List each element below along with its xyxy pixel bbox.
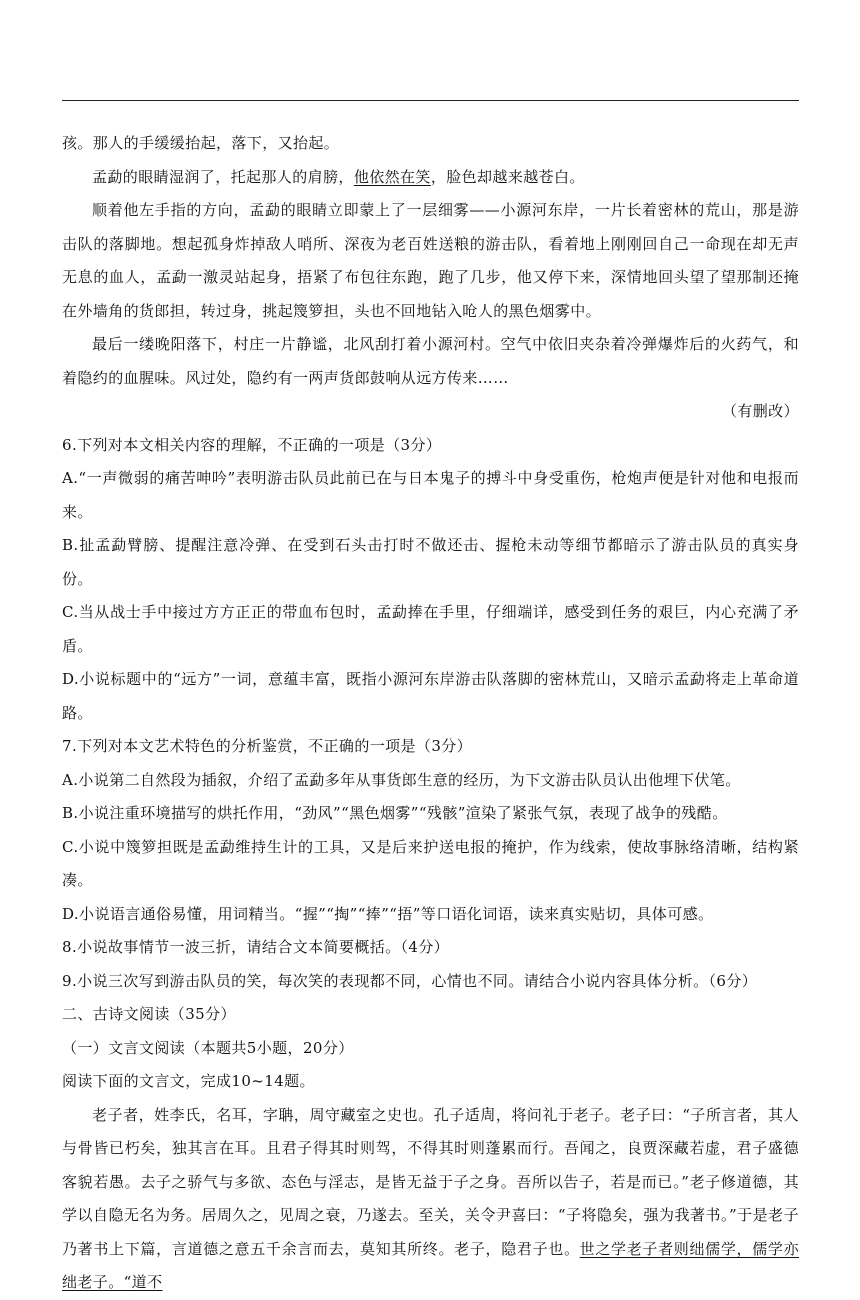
- underlined-phrase: 他依然在笑: [353, 167, 431, 186]
- story-paragraph-4: 最后一缕晚阳落下，村庄一片静谧，北风刮打着小源河村。空气中依旧夹杂着冷弹爆炸后的火药气，和着隐约的血腥味。风过处，隐约有一两声货郎鼓响从远方传来……: [62, 335, 799, 387]
- story-paragraph-2: [62, 161, 799, 195]
- question-6-option-b: B.扯孟勐臂膀、提醒注意冷弹、在受到石头击打时不做还击、握枪未动等细节都暗示了游击队员的真实身份。: [62, 536, 799, 588]
- story-paragraph-2-tail: ，脸色却越来越苍白。: [430, 167, 585, 186]
- story-paragraph-3: 顺着他左手指的方向，孟勐的眼睛立即蒙上了一层细雾——小源河东岸，一片长着密林的荒山，那是游击队的落脚地。想起孤身炸掉敌人哨所、深夜为老百姓送粮的游击队，看着地上刚刚回自己一命现在却无声无息的血人，孟勐一激灵站起身，捂紧了布包往东跑，跑了几步，他又停下来，深情地回头望了望那制还掩在外墙角的货郎担，转过身，挑起篾箩担，头也不回地钻入呛人的黑色烟雾中。: [62, 201, 799, 320]
- question-7: 7.下列对本文艺术特色的分析鉴赏，不正确的一项是（3分）: [62, 737, 473, 755]
- passage-text-continued: 周，将问礼于老子。老子曰：“子所言者，其人与骨皆已朽矣，独其言在耳。且君子得其时则驾，不得其时则蓬累而行。吾闻之，良贾深藏若虚，君子盛德客貌若愚。去子之骄气与多欲、态色与淫志，是皆无益于子之身。吾所以告子，若是而已。”老子修道德，其学以自隐无名为务。居周久之，见周之衰，乃遂去。至关，关令尹喜曰：“子将隐矣，强为我著书。”于是老子乃著书上下篇，言道德之意五千余言而去，莫知其所终。老子，隐君子也。: [62, 1105, 800, 1258]
- header-rule: [62, 100, 799, 101]
- story-paragraph-1: 孩。那人的手缓缓抬起，落下，又抬起。: [62, 134, 340, 152]
- section-heading: 二、古诗文阅读（35分）: [62, 1005, 236, 1023]
- underlined-sentence: 世之学老子者则绌儒学，儒学亦绌老子。“道不: [62, 1239, 799, 1291]
- question-7-option-d: D.小说语言通俗易懂，用词精当。“握”“掏”“捧”“捂”等口语化词语，读来真实贴切，具体可感。: [62, 904, 714, 923]
- subsection-heading: （一）文言文阅读（本题共5小题，20分）: [62, 1038, 354, 1057]
- question-7-option-b: B.小说注重环境描写的烘托作用，“劲风”“黑色烟雾”“残骸”渲染了紧张气氛，表现了战争的残酷。: [62, 804, 728, 822]
- passage-text: 老子者，姓李氏，名耳，字聃，周守藏室之史也。孔子: [92, 1105, 465, 1124]
- question-6: 6.下列对本文相关内容的理解，不正确的一项是（3分）: [62, 435, 442, 454]
- story-paragraph-2-text: 孟勐的眼睛湿润了，托起那人的肩膀，: [92, 167, 354, 186]
- classical-passage: [62, 1099, 799, 1300]
- question-6-option-c: C.当从战士手中接过方方正正的带血布包时，孟勐捧在手里，仔细端详，感受到任务的艰巨，内心充满了矛盾。: [62, 603, 799, 655]
- reading-instruction: 阅读下面的文言文，完成10~14题。: [62, 1072, 315, 1090]
- question-9: 9.小说三次写到游击队员的笑，每次笑的表现都不同，心情也不同。请结合小说内容具体分析。（6分）: [62, 971, 758, 990]
- emphasis-dot-char: 适: [464, 1105, 481, 1124]
- question-7-option-c: C.小说中篾箩担既是孟勐维持生计的工具，又是后来护送电报的掩护，作为线索，使故事脉络清晰，结构紧凑。: [62, 837, 799, 889]
- question-8: 8.小说故事情节一波三折，请结合文本简要概括。（4分）: [62, 938, 450, 956]
- question-6-option-d: D.小说标题中的“远方”一词，意蕴丰富，既指小源河东岸游击队落脚的密林荒山，又暗示孟勐将走上革命道路。: [62, 670, 799, 722]
- question-7-option-a: A.小说第二自然段为插叙，介绍了孟勐多年从事货郎生意的经历，为下文游击队员认出他埋下伏笔。: [62, 770, 741, 789]
- question-6-option-a: A.“一声微弱的痛苦呻吟”表明游击队员此前已在与日本鬼子的搏斗中身受重伤，枪炮声便是针对他和电报而来。: [62, 469, 799, 521]
- document-body: [62, 127, 799, 1300]
- revision-note: （有删改）: [721, 402, 799, 420]
